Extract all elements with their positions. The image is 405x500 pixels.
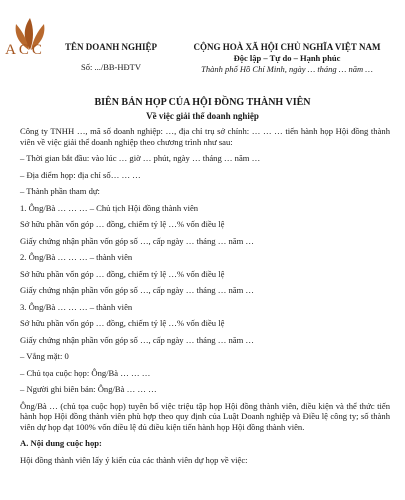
absent-count: – Vắng mặt: 0 xyxy=(20,351,69,361)
member-1-name: 1. Ông/Bà … … … – Chủ tịch Hội đồng thành viên xyxy=(20,202,199,213)
member-2-capital: Sở hữu phần vốn góp … đồng, chiếm tỷ lệ …% vốn điều lệ xyxy=(20,268,225,279)
document-subtitle: Về việc giải thể doanh nghiệp xyxy=(146,111,259,121)
chair-declaration: Ông/Bà … (chủ tọa cuộc họp) tuyên bố việc triệu tập họp Hội đồng thành viên, điều kiện và thể thức tiến hành họp Hội đồng thành viên phù hợp theo quy định của Luật Doanh nghiệp và Điều lệ công ty; số thành viên dự họp đạt 100% vốn điều lệ đủ điều kiện tiến hành họp Hội đồng thành viên. xyxy=(20,400,390,432)
place-date: Thành phố Hồ Chí Minh, ngày … tháng … năm … xyxy=(201,64,373,74)
company-name: TÊN DOANH NGHIỆP xyxy=(64,42,157,52)
member-1-certificate: Giấy chứng nhận phần vốn góp số …, cấp ngày … tháng … năm … xyxy=(20,235,255,246)
section-a-heading: A. Nội dung cuộc họp: xyxy=(20,438,102,448)
header-right xyxy=(172,42,402,74)
logo-text: ACC xyxy=(5,42,45,58)
national-title: CỘNG HOÀ XÃ HỘI CHỦ NGHĨA VIỆT NAM xyxy=(193,42,381,52)
member-2-certificate: Giấy chứng nhận phần vốn góp số …, cấp ngày … tháng … năm … xyxy=(20,285,255,295)
member-2-name: 2. Ông/Bà … … … – thành viên xyxy=(20,252,133,262)
document-title: BIÊN BẢN HỌP CỦA HỘI ĐỒNG THÀNH VIÊN xyxy=(94,97,311,108)
meeting-time: – Thời gian bắt đầu: vào lúc … giờ … phút, ngày … tháng … năm … xyxy=(20,153,261,163)
member-3-certificate: Giấy chứng nhận phần vốn góp số …, cấp ngày … tháng … năm … xyxy=(20,334,255,345)
opinion-line: Hội đồng thành viên lấy ý kiến của các thành viên dự họp về việc: xyxy=(20,454,248,465)
participants-heading: – Thành phần tham dự: xyxy=(20,186,100,196)
member-1-capital: Sở hữu phần vốn góp … đồng, chiếm tỷ lệ …% vốn điều lệ xyxy=(20,219,225,229)
document-number: Số: .../BB-HĐTV xyxy=(81,62,141,72)
meeting-secretary: – Người ghi biên bản: Ông/Bà … … … xyxy=(20,384,157,394)
meeting-location: – Địa điểm họp: địa chỉ số… … … xyxy=(20,169,141,180)
intro-paragraph: Công ty TNHH …, mã số doanh nghiệp: …, địa chỉ trụ sở chính: … … … tiến hành họp Hội đồng thành viên về việc giải thể doanh nghiệp theo chương trình như sau: xyxy=(20,126,390,147)
national-motto: Độc lập – Tự do – Hạnh phúc xyxy=(233,53,341,63)
member-3-name: 3. Ông/Bà … … … – thành viên xyxy=(20,301,133,312)
document-body xyxy=(20,126,390,465)
header-left xyxy=(56,42,166,72)
meeting-chair: – Chủ tọa cuộc họp: Ông/Bà … … … xyxy=(20,367,151,378)
member-3-capital: Sở hữu phần vốn góp … đồng, chiếm tỷ lệ …% vốn điều lệ xyxy=(20,318,225,328)
